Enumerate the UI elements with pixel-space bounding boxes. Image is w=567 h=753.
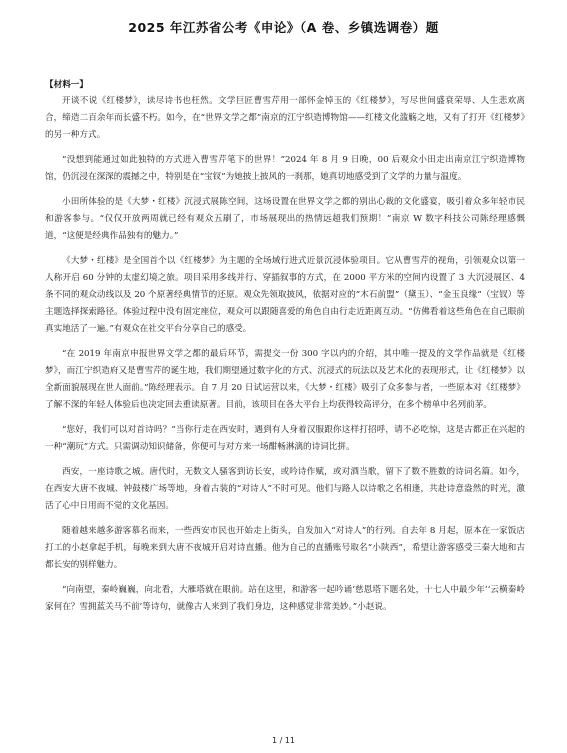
paragraph-5: “在 2019 年南京申报世界文学之都的最后环节，需提交一份 300 字以内的介绍，其中唯一提及的文学作品就是《红楼梦》，而江宁织造府又是曹雪芹的诞生地，我们期望通过数字化的方式、沉浸式的玩法以及艺术化的表现形式，让《红楼梦》以全新面貌展现在世人面前。”陈经理表示。自 7 月 20 日试运营以来，《大梦・红楼》吸引了众多参与者，一些原本对《红楼梦》了解不深的年轻人体验后也决定回去重读原著。目前，该项目在各大平台上均获得较高评分，在多个榜单中名列前茅。	[45, 349, 525, 410]
page-number: 1 / 11	[271, 736, 296, 745]
paragraph-7: 西安，一座诗歌之城。唐代时，无数文人骚客到访长安，或吟诗作赋，或对酒当歌，留下了数不胜数的诗词名篇。如今，在西安大唐不夜城、钟鼓楼广场等地，身着古装的“对诗人”不时可见。他们与路人以诗歌之名相逢，共赴诗意盎然的时光，激活了心中日用而不觉的文化基因。	[45, 467, 525, 511]
paragraph-6: “您好，我们可以对首诗吗？”当你行走在西安时，遇到有人身着汉服跟你这样打招呼，请不必吃惊，这是古都正在兴起的一种“潮玩”方式。只需调动知识储备，你便可与对方来一场酣畅淋漓的诗词比拼。	[45, 425, 525, 452]
paragraph-1: 开谈不说《红楼梦》，读尽诗书也枉然。文学巨匠曹雪芹用一部怀金悼玉的《红楼梦》，写尽世间盛衰荣辱、人生悲欢离合，缔造二百余年而长盛不朽。如今，在“世界文学之都”南京的江宁织造博物馆——红楼文化滥觞之地，又有了打开《红楼梦》的另一种方式。	[45, 96, 525, 140]
paragraph-9: “向南望，秦岭巍巍，向北看，大雁塔就在眼前。站在这里，和游客一起吟诵‘慈恩塔下题名处，十七人中最少年’‘云横秦岭家何在？雪拥蓝关马不前’等诗句，就像古人来到了我们身边，这种感觉非常美妙。”小赵说。	[45, 585, 525, 612]
paragraph-4: 《大梦・红楼》是全国首个以《红楼梦》为主题的全场域行进式近景沉浸体验项目。它从曹雪芹的视角，引领观众以第一人称开启 60 分钟的太虚幻境之旅。项目采用多线并行、穿插叙事的方式，在 2000 平方米的空间内设置了 3 大沉浸展区、4 条不同的观众动线以及 20 个原著经典情节的还原。观众先领取披风，依据对应的“木石前盟”（黛玉）、“金玉良缘”（宝钗）等主题选择探索路径。体验过程中没有固定座位，观众可以跟随喜爱的角色自由行走近距离互动。“仿佛看着这些角色在自己眼前真实地活了一遍。”有观众在社交平台分享自己的感受。	[45, 256, 525, 334]
paragraph-2: “没想到能通过如此独特的方式进入曹雪芹笔下的世界！”2024 年 8 月 9 日晚，00 后观众小田走出南京江宁织造博物馆，仍沉浸在深深的震撼之中，特别是在“宝钗”为她披上披风的一刹那，她真切地感受到了文学的力量与温度。	[45, 155, 525, 182]
document-title: 2025 年江苏省公考《申论》（A 卷、乡镇选调卷）题	[128, 20, 439, 35]
section-label: 【材料一】	[45, 80, 88, 90]
paragraph-8: 随着越来越多游客慕名而来，一些西安市民也开始走上街头，自发加入“对诗人”的行列。自去年 8 月起，原本在一家饭店打工的小赵拿起手机，每晚来到大唐不夜城开启对诗直播。他为自己的直播账号取名“小陕西”，希望让游客感受三秦大地和古都长安的别样魅力。	[45, 526, 525, 570]
document-body	[45, 78, 525, 624]
paragraph-3: 小田所体验的是《大梦・红楼》沉浸式展陈空间，这场设置在世界文学之都的别出心裁的文化盛宴，吸引着众多年轻市民和游客参与。“仅仅开放两周就已经有观众五刷了，市场展现出的热情远超我们预期！”南京 W 数字科技公司陈经理感慨道，“这便是经典作品独有的魅力。”	[45, 197, 525, 241]
